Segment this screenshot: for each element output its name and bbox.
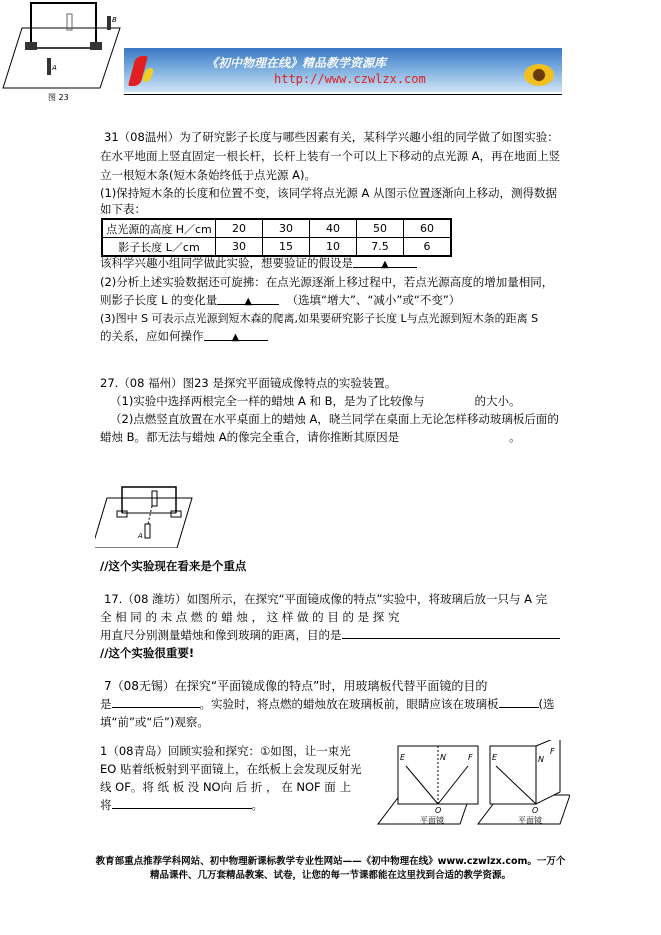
table-cell: 6 <box>404 238 452 257</box>
q31-line: 的关系，应如何操作 <box>100 329 204 343</box>
q17-line: 17.（08 潍坊）如图所示，在探究“平面镜成像的特点”实验中，将玻璃后放一只与 A 完 <box>104 592 548 606</box>
q17-line: 用直尺分别测量蜡烛和像到玻璃的距离，目的是 <box>100 628 342 642</box>
q17-line: 全 相 同 的 未 点 燃 的 蜡 烛 ， 这 样 做 的 目 的 是 探 究 <box>100 610 400 624</box>
q31-line: (3)图中 S 可表示点光源到短木森的爬离,如果要研究影子长度 L与点光源到短木条的距离 S <box>100 312 539 325</box>
footer-line: 精品课件、几万套精品教案、试卷，让您的每一节课都能在这里找到合适的教学资源。 <box>149 870 511 881</box>
q1-line: 线 OF。将 纸 板 没 NO向 后 折 ， 在 NOF 面 上 <box>100 780 351 794</box>
divider <box>124 94 562 95</box>
label-mirror: 平面镜 <box>420 816 444 825</box>
q31-line: 如下表： <box>100 202 146 216</box>
note-important: //这个实验现在看来是个重点 <box>100 559 247 573</box>
candle-mirror-figure <box>0 0 125 105</box>
q7-line: (选 <box>538 697 555 711</box>
table-cell: 30 <box>216 238 263 257</box>
label-o: O <box>532 806 539 815</box>
q27-line: （1)实验中选择两根完全一样的蜡烛 A 和 B，是为了比较像与 <box>110 394 425 408</box>
label-e: E <box>400 753 406 762</box>
table-cell: 20 <box>216 219 263 238</box>
table-cell: 30 <box>263 219 310 238</box>
label-n: N <box>440 753 446 762</box>
footer-line: 教育部重点推荐学科网站、初中物理新课标教学专业性网站——《初中物理在线》www.czwlzx.com。一万个 <box>95 856 566 867</box>
row-header: 点光源的高度 H／cm <box>102 219 216 238</box>
answer-blank[interactable] <box>499 695 539 708</box>
q31-options: （选填“增大”、“减小”或“不变”） <box>286 293 461 307</box>
site-banner <box>124 48 562 92</box>
note-important: //这个实验很重要! <box>100 646 195 660</box>
table-row <box>102 219 451 238</box>
label-f: F <box>468 753 473 762</box>
q31-line: (1)保持短木条的长度和位置不变，该同学将点光源 A 从图示位置逐渐向上移动，测得数据 <box>100 186 557 200</box>
answer-blank[interactable] <box>112 695 200 708</box>
banner-title: 《初中物理在线》精品教学资源库 <box>206 56 387 70</box>
answer-blank[interactable]: ▲ <box>217 292 279 305</box>
sunflower-icon <box>524 64 554 86</box>
q31-hypothesis: 该科学兴趣小组同学做此实验，想要验证的假设是 <box>100 256 353 270</box>
label-n: N <box>538 755 544 764</box>
q1-line: 将 <box>100 798 112 812</box>
row-header: 影子长度 L／cm <box>102 238 216 257</box>
q31-line: 在水平地面上竖直固定一根长杆，长杆上装有一个可以上下移动的点光源 A，再在地面上竖 <box>100 149 561 163</box>
q31-line: (2)分析上述实验数据还可旋拂：在点光源逐渐上移过程中，若点光源高度的增加量相同， <box>100 275 554 289</box>
q1-line: EO 贴着纸板射到平面镜上，在纸板上会发现反射光 <box>100 762 362 776</box>
answer-blank[interactable]: ▲ <box>204 328 268 341</box>
table-cell: 60 <box>404 219 452 238</box>
figure-caption: 图 23 <box>48 93 69 102</box>
reflection-figure <box>370 740 570 830</box>
banner-url[interactable]: http://www.czwlzx.com <box>274 72 426 86</box>
svg-text:A: A <box>138 532 143 540</box>
label-f: F <box>550 747 555 756</box>
q27-line: 的大小。 <box>474 394 521 408</box>
q27-line: 27.（08 福州）图23 是探究平面镜成像特点的实验装置。 <box>100 376 397 390</box>
table-cell: 50 <box>357 219 404 238</box>
table-cell: 15 <box>263 238 310 257</box>
answer-blank[interactable] <box>342 626 560 639</box>
q31-line: 31（08温州）为了研究影子长度与哪些因素有关，某科学兴趣小组的同学做了如图实验： <box>104 130 559 144</box>
data-table <box>101 218 452 257</box>
answer-blank[interactable] <box>112 796 252 809</box>
label-e: E <box>492 753 498 762</box>
mirror-experiment-figure <box>95 478 195 548</box>
q7-line: 是 <box>100 697 112 711</box>
q7-line: 7（08无锡）在探究“平面镜成像的特点”时，用玻璃板代替平面镜的目的 <box>104 679 488 693</box>
q31-line: 立一根短木条(短木条始终低于点光源 A)。 <box>100 168 316 182</box>
label-o: O <box>435 806 442 815</box>
q1-line: 。 <box>251 798 263 812</box>
q27-line: 蜡烛 B。都无法与蜡烛 A的像完全重合，请你推断其原因是 <box>100 430 400 444</box>
table-cell: 7.5 <box>357 238 404 257</box>
q1-line: 1（08青岛）回顾实验和探究：①如图，让一束光 <box>100 744 351 758</box>
table-cell: 10 <box>310 238 357 257</box>
q7-line: 。实验时，将点燃的蜡烛放在玻璃板前，眼睛应该在玻璃板 <box>199 697 499 711</box>
q31-line: 则影子长度 L 的变化量 <box>100 293 218 307</box>
svg-text:A: A <box>52 64 57 72</box>
answer-blank[interactable]: ▲ <box>353 255 417 268</box>
q27-line: （2)点燃竖直放置在水平桌面上的蜡烛 A，晓兰同学在桌面上无论怎样移动玻璃板后面的 <box>110 412 559 426</box>
q7-line: 填“前”或“后”)观察。 <box>100 715 209 729</box>
svg-text:B: B <box>112 16 117 24</box>
q27-line: 。 <box>509 430 521 444</box>
label-mirror: 平面镜 <box>518 816 542 825</box>
table-cell: 40 <box>310 219 357 238</box>
